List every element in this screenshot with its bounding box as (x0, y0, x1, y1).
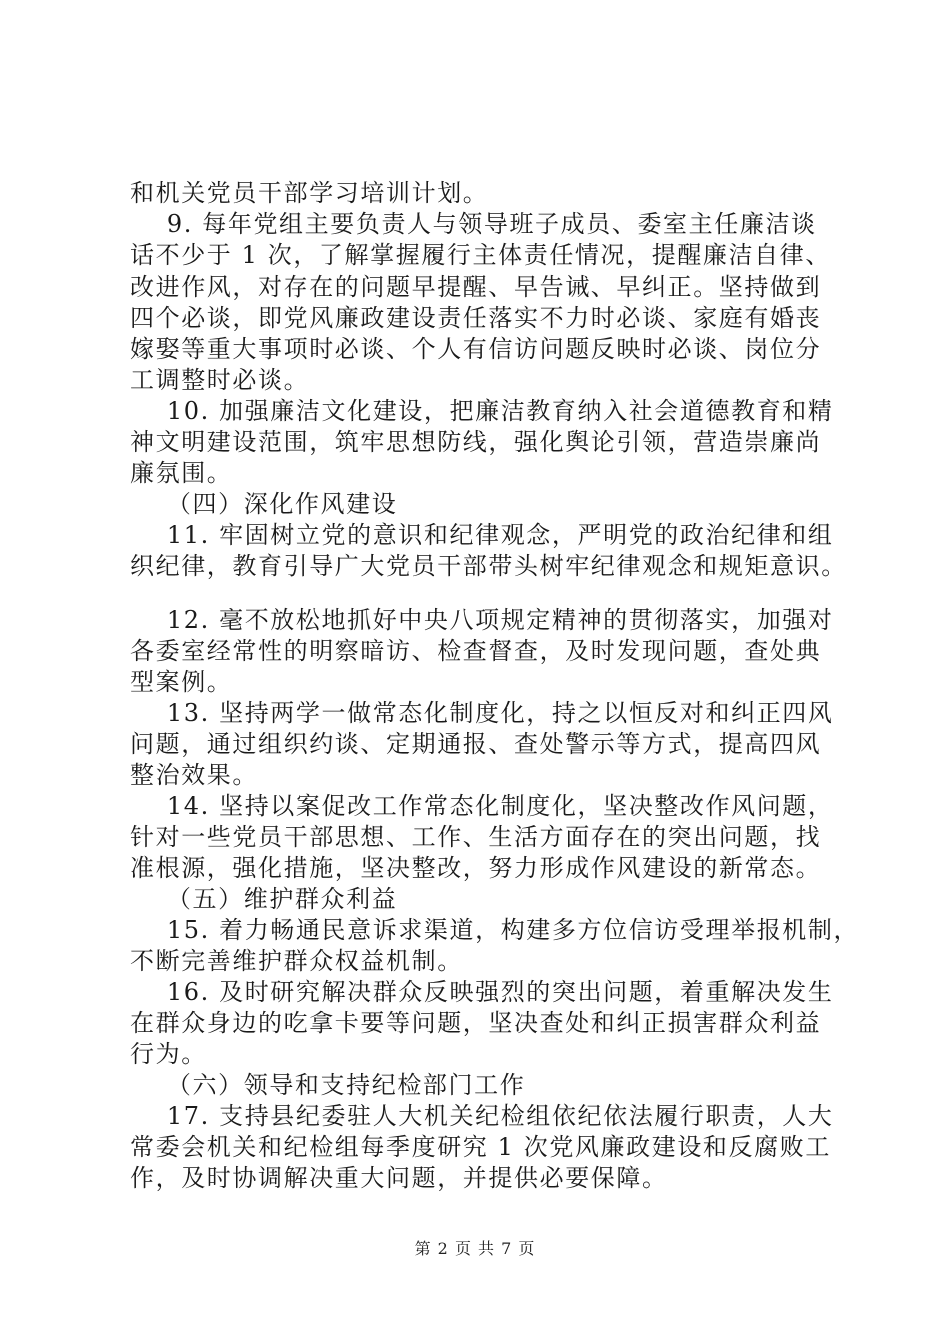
text-line: 11. 牢固树立党的意识和纪律观念，严明党的政治纪律和组 (130, 521, 834, 549)
text-line: 准根源，强化措施，坚决整改，努力形成作风建设的新常态。 (130, 854, 822, 882)
text-line: 廉氛围。 (130, 459, 233, 487)
section-heading: （六）领导和支持纪检部门工作 (130, 1071, 526, 1099)
text-line: 工调整时必谈。 (130, 366, 310, 394)
page-number: 第 2 页 共 7 页 (414, 1239, 536, 1258)
text-line: 13. 坚持两学一做常态化制度化，持之以恒反对和纠正四风 (130, 699, 834, 727)
text-line: 型案例。 (130, 668, 233, 696)
text-line: 话不少于 1 次，了解掌握履行主体责任情况，提醒廉洁自律、 (130, 241, 831, 269)
text-line: 不断完善维护群众权益机制。 (130, 947, 463, 975)
text-line: 作，及时协调解决重大问题，并提供必要保障。 (130, 1164, 668, 1192)
text-line: 17. 支持县纪委驻人大机关纪检组依纪依法履行职责，人大 (130, 1102, 834, 1130)
text-line: 四个必谈，即党风廉政建设责任落实不力时必谈、家庭有婚丧 (130, 304, 822, 332)
text-line: 针对一些党员干部思想、工作、生活方面存在的突出问题，找 (130, 823, 822, 851)
text-line: 织纪律，教育引导广大党员干部带头树牢纪律观念和规矩意识。 (130, 552, 847, 580)
section-heading: （四）深化作风建设 (130, 490, 398, 518)
text-line: 和机关党员干部学习培训计划。 (130, 179, 489, 207)
text-line: 在群众身边的吃拿卡要等问题，坚决查处和纠正损害群众利益 (130, 1009, 822, 1037)
text-line: 10. 加强廉洁文化建设，把廉洁教育纳入社会道德教育和精 (130, 397, 834, 425)
text-line: 行为。 (130, 1040, 207, 1068)
text-line: 16. 及时研究解决群众反映强烈的突出问题，着重解决发生 (130, 978, 834, 1006)
text-line: 各委室经常性的明察暗访、检查督查，及时发现问题，查处典 (130, 637, 822, 665)
text-line: 12. 毫不放松地抓好中央八项规定精神的贯彻落实，加强对 (130, 606, 834, 634)
text-line: 15. 着力畅通民意诉求渠道，构建多方位信访受理举报机制， (130, 916, 860, 944)
text-line: 改进作风，对存在的问题早提醒、早告诫、早纠正。坚持做到 (130, 273, 822, 301)
section-heading: （五）维护群众利益 (130, 885, 398, 913)
text-line: 整治效果。 (130, 761, 258, 789)
text-line: 常委会机关和纪检组每季度研究 1 次党风廉政建设和反腐败工 (130, 1133, 831, 1161)
text-line: 14. 坚持以案促改工作常态化制度化，坚决整改作风问题， (130, 792, 834, 820)
text-line: 神文明建设范围，筑牢思想防线，强化舆论引领，营造崇廉尚 (130, 428, 822, 456)
text-line: 9. 每年党组主要负责人与领导班子成员、委室主任廉洁谈 (130, 210, 817, 238)
text-line: 问题，通过组织约谈、定期通报、查处警示等方式，提高四风 (130, 730, 822, 758)
text-line: 嫁娶等重大事项时必谈、个人有信访问题反映时必谈、岗位分 (130, 335, 822, 363)
